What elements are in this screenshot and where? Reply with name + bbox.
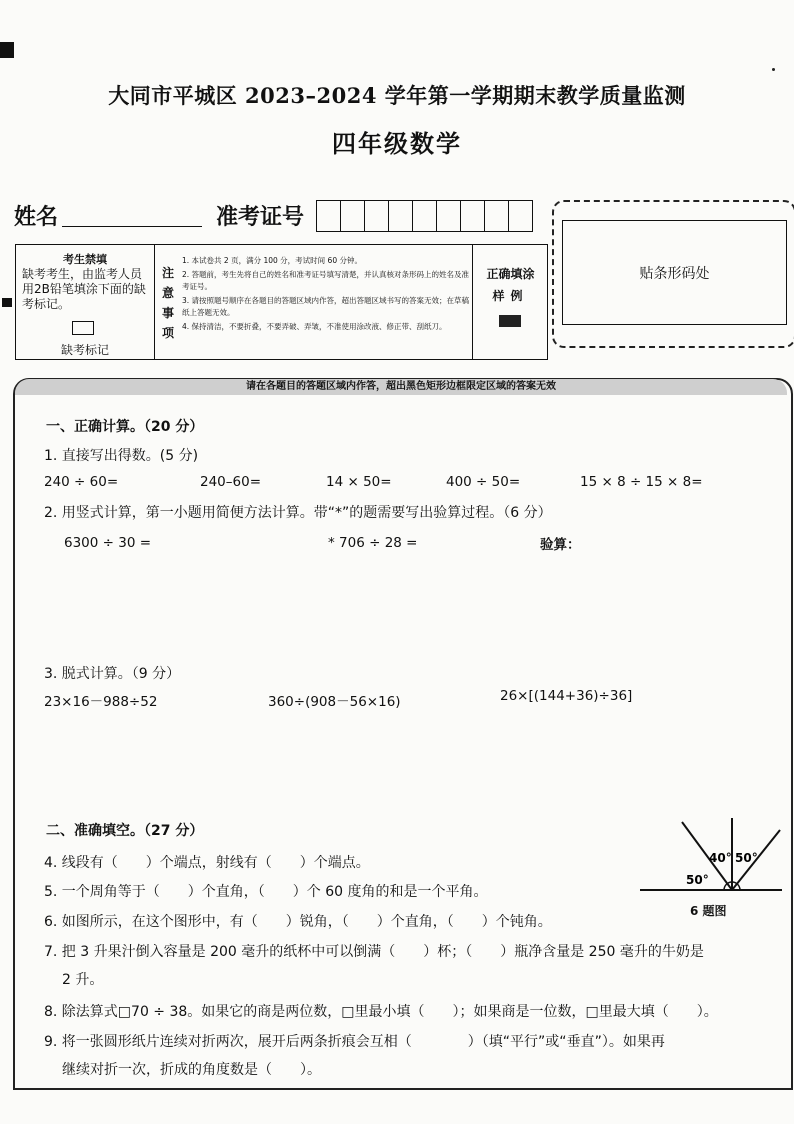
exam-id-digit-box[interactable]: [317, 201, 341, 231]
exam-id-digit-box[interactable]: [341, 201, 365, 231]
q4-text: 4. 线段有（ ）个端点，射线有（ ）个端点。: [44, 855, 370, 871]
exam-id-digit-box[interactable]: [365, 201, 389, 231]
q9-text: 9. 将一张圆形纸片连续对折两次，展开后两条折痕会互相（ ）（填“平行”或“垂直”）。如果再: [44, 1034, 665, 1050]
q3-label: 3. 脱式计算。（9 分）: [44, 666, 181, 682]
scan-dot: [772, 68, 775, 71]
angle-label: 50°: [686, 873, 709, 887]
absent-mark-checkbox[interactable]: [72, 321, 94, 335]
name-field[interactable]: [62, 226, 202, 227]
q7-text-cont: 2 升。: [62, 972, 104, 988]
q2-label: 2. 用竖式计算，第一小题用简便方法计算。带“*”的题需要写出验算过程。（6 分）: [44, 505, 552, 521]
notice-label: 注意事项: [161, 266, 174, 340]
notice-item: 1. 本试卷共 2 页，满分 100 分，考试时间 60 分钟。: [182, 256, 362, 265]
exam-subtitle: 四年级数学: [332, 129, 462, 158]
fill-sample-label: 样例: [492, 289, 529, 303]
exam-id-digit-box[interactable]: [413, 201, 437, 231]
q1-item: 14 × 50=: [326, 474, 392, 490]
exam-id-digit-box[interactable]: [485, 201, 509, 231]
q2-check-label: 验算：: [540, 537, 581, 553]
answer-area-banner: 请在各题目的答题区域内作答，超出黑色矩形边框限定区域的答案无效: [15, 379, 787, 395]
q5-text: 5. 一个周角等于（ ）个直角，（ ）个 60 度角的和是一个平角。: [44, 884, 488, 900]
exam-id-boxes[interactable]: [316, 200, 533, 232]
notice-item: 4. 保持清洁，不要折叠，不要弄破、弄皱，不准使用涂改液、修正带、刮纸刀。: [182, 321, 447, 331]
q1-item: 400 ÷ 50=: [446, 474, 521, 490]
absent-section: [16, 245, 155, 359]
figure-caption: 6 题图: [690, 904, 727, 918]
q3-item: 26×[(144+36)÷36]: [500, 688, 633, 704]
angle-label: 40°: [709, 851, 732, 865]
exam-id-digit-box[interactable]: [461, 201, 485, 231]
q6-angle-figure: [636, 816, 786, 900]
q7-text: 7. 把 3 升果汁倒入容量是 200 毫升的纸杯中可以倒满（ ）杯；（ ）瓶净含量是 250 毫升的牛奶是: [44, 944, 704, 960]
fill-sample-section: [472, 245, 548, 359]
notice-list: [182, 255, 472, 334]
angle-label: 50°: [735, 851, 758, 865]
exam-id-digit-box[interactable]: [437, 201, 461, 231]
q3-item: 23×16－988÷52: [44, 694, 158, 710]
section2-heading: 二、准确填空。（27 分）: [46, 823, 204, 839]
notice-item: 2. 答题前，考生先将自己的姓名和准考证号填写清楚，并认真核对条形码上的姓名及准考证号。: [182, 269, 470, 291]
q1-item: 15 × 8 ÷ 15 × 8=: [580, 474, 703, 490]
instructions-box: [15, 244, 548, 360]
absent-text: 缺考考生，由监考人员用2B铅笔填涂下面的缺考标记。: [22, 267, 146, 311]
exam-id-label: 准考证号: [216, 204, 305, 230]
notice-item: 3. 请按照题号顺序在各题目的答题区域内作答，超出答题区域书写的答案无效；在草稿纸上答题无效。: [182, 295, 470, 317]
q3-item: 360÷(908－56×16): [268, 694, 401, 710]
absent-title: 考生禁填: [63, 253, 107, 266]
alignment-mark: [0, 42, 14, 58]
q6-text: 6. 如图所示，在这个图形中，有（ ）锐角，（ ）个直角，（ ）个钝角。: [44, 914, 552, 930]
fill-sample-title: 正确填涂: [486, 267, 535, 281]
exam-id-digit-box[interactable]: [509, 201, 532, 231]
q2-item: * 706 ÷ 28 =: [328, 535, 418, 551]
alignment-mark-side: [2, 298, 12, 307]
q1-item: 240 ÷ 60=: [44, 474, 119, 490]
q1-item: 240–60=: [200, 474, 262, 490]
exam-title: 大同市平城区 2023–2024 学年第一学期期末教学质量监测: [108, 83, 686, 108]
q9-text-cont: 继续对折一次，折成的角度数是（ ）。: [62, 1062, 321, 1078]
section1-heading: 一、正确计算。（20 分）: [46, 419, 204, 435]
absent-mark-label: 缺考标记: [60, 343, 109, 357]
exam-id-digit-box[interactable]: [389, 201, 413, 231]
fill-sample-swatch: [499, 315, 521, 327]
q2-item: 6300 ÷ 30 =: [64, 535, 152, 551]
name-label: 姓名: [14, 204, 59, 230]
q8-text: 8. 除法算式□70 ÷ 38。如果它的商是两位数，□里最小填（ ）；如果商是一位数，□里最大填（ ）。: [44, 1004, 718, 1020]
barcode-area: 贴条形码处: [562, 220, 787, 325]
q1-label: 1. 直接写出得数。(5 分): [44, 448, 199, 464]
